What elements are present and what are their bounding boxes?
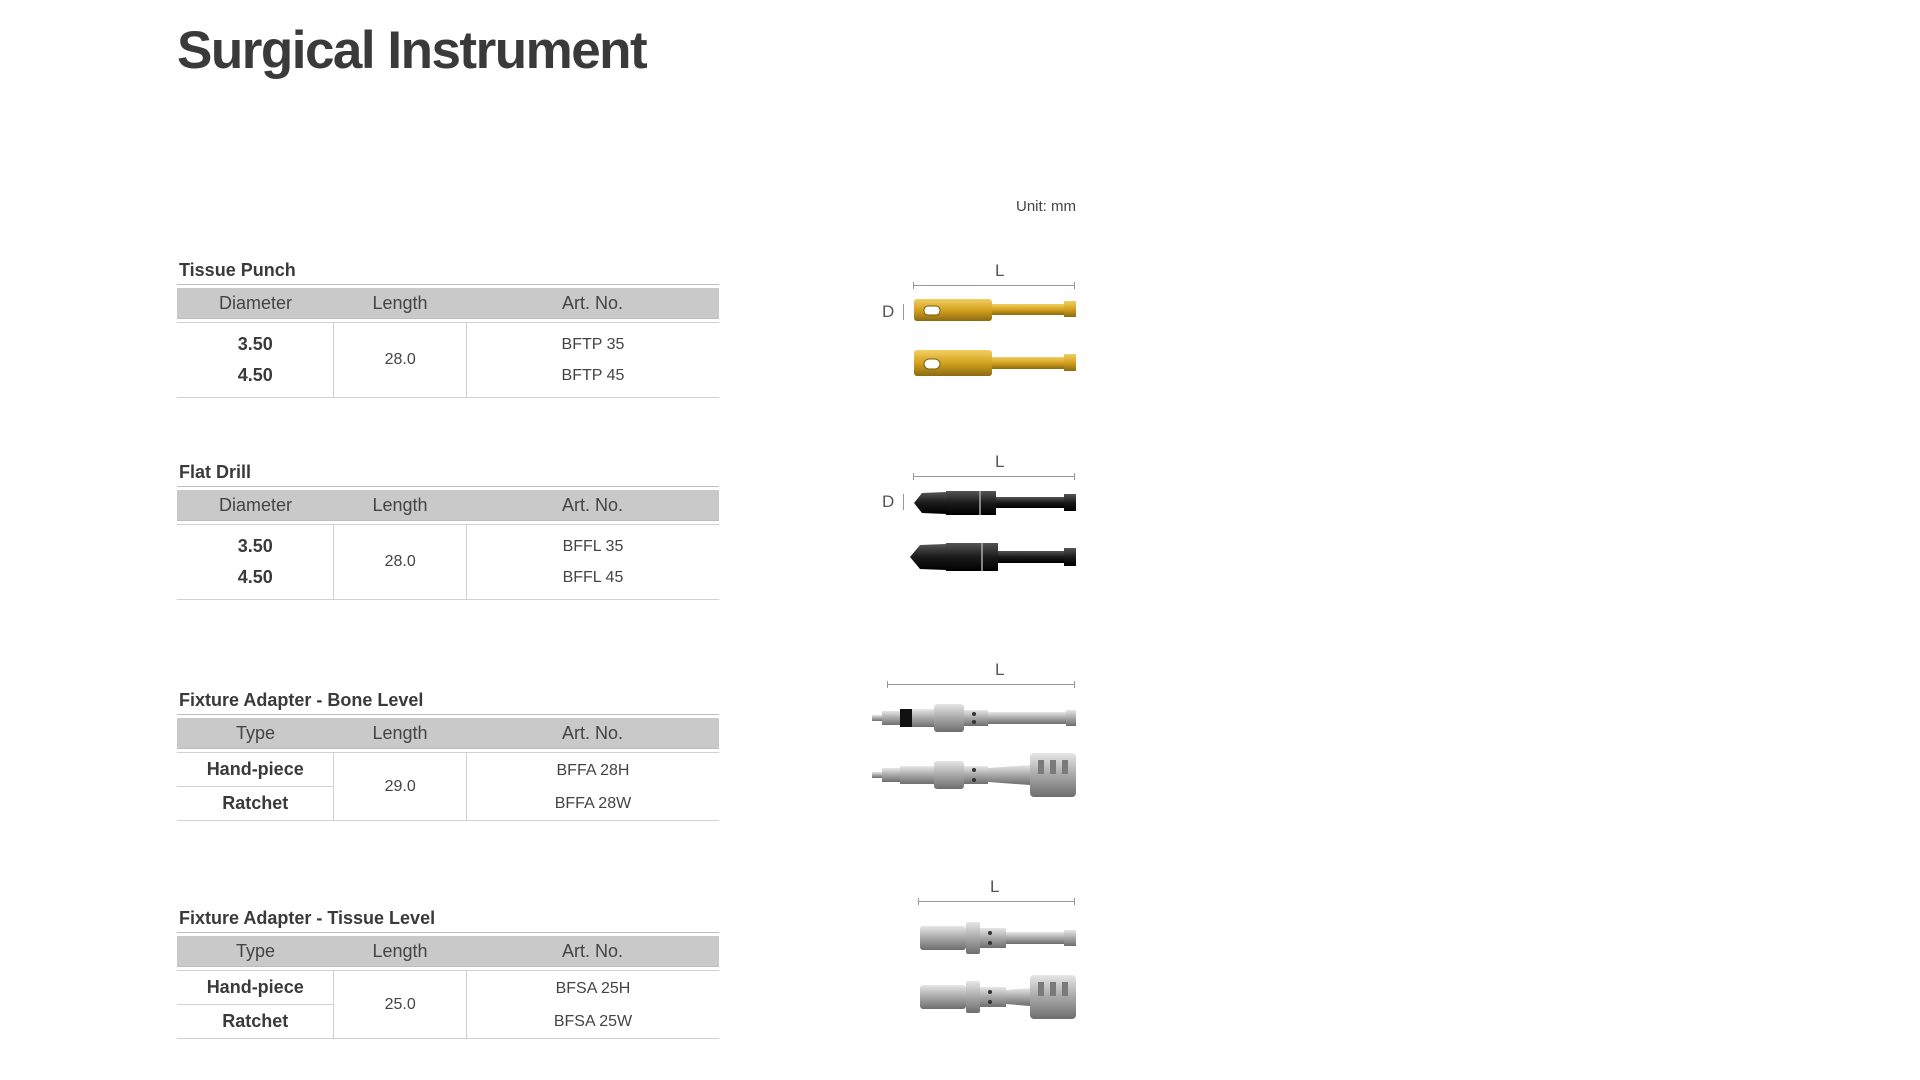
length-dimension-line xyxy=(887,684,1075,685)
section-fixture-adapter-tissue-level xyxy=(177,906,719,1039)
header-length: Length xyxy=(372,722,428,743)
art-number: BFFL 35 xyxy=(562,538,624,555)
flat-drill-image xyxy=(906,540,1078,574)
table-body xyxy=(177,970,719,1039)
table-body xyxy=(177,322,719,398)
type-value: Ratchet xyxy=(177,786,333,820)
section-title: Flat Drill xyxy=(179,462,252,482)
diameter-value: 3.50 xyxy=(237,536,273,556)
length-value: 28.0 xyxy=(384,351,416,368)
fixture-adapter-bone-handpiece-image xyxy=(870,700,1078,736)
section-title: Tissue Punch xyxy=(179,260,296,280)
type-value: Hand-piece xyxy=(206,977,304,997)
length-value: 29.0 xyxy=(384,777,416,795)
length-dimension-label: L xyxy=(995,261,1005,280)
table-body xyxy=(177,524,719,600)
fixture-adapter-tissue-handpiece-image xyxy=(918,918,1078,958)
flat-drill-image xyxy=(908,488,1078,518)
divider xyxy=(177,932,719,933)
header-art-no: Art. No. xyxy=(561,940,623,961)
divider xyxy=(177,284,719,285)
section-title: Fixture Adapter - Bone Level xyxy=(179,690,424,710)
header-type: Type xyxy=(235,940,276,961)
divider xyxy=(177,714,719,715)
table-header xyxy=(177,936,719,967)
unit-label: Unit: mm xyxy=(1016,198,1076,215)
tissue-punch-image xyxy=(912,347,1078,379)
header-length: Length xyxy=(372,292,428,313)
type-value: Hand-piece xyxy=(206,759,304,779)
length-dimension-label: L xyxy=(995,452,1005,471)
length-value: 28.0 xyxy=(384,553,416,570)
length-dimension-line xyxy=(918,901,1075,902)
length-value: 25.0 xyxy=(384,995,416,1013)
table-header xyxy=(177,718,719,749)
type-value: Ratchet xyxy=(177,1004,333,1038)
section-tissue-punch xyxy=(177,258,719,398)
diameter-dimension-label: D xyxy=(882,302,895,321)
header-art-no: Art. No. xyxy=(561,292,623,313)
diameter-dimension-mark xyxy=(903,494,904,510)
table-header xyxy=(177,490,719,521)
fixture-adapter-bone-ratchet-image xyxy=(870,750,1078,800)
section-flat-drill xyxy=(177,460,719,600)
diameter-value: 3.50 xyxy=(237,334,273,354)
divider xyxy=(177,486,719,487)
art-number: BFTP 35 xyxy=(561,336,625,353)
tissue-punch-image xyxy=(912,296,1078,324)
length-dimension-line xyxy=(913,476,1075,477)
diameter-dimension-label: D xyxy=(882,492,895,511)
section-title: Fixture Adapter - Tissue Level xyxy=(179,908,436,928)
header-diameter: Diameter xyxy=(218,494,293,515)
page-title: Surgical Instrument xyxy=(177,21,647,80)
table-body xyxy=(177,752,719,821)
length-dimension-label: L xyxy=(990,877,1000,896)
fixture-adapter-tissue-ratchet-image xyxy=(918,972,1078,1022)
section-fixture-adapter-bone-level xyxy=(177,688,719,821)
art-number: BFTP 45 xyxy=(561,367,625,384)
length-dimension-line xyxy=(913,285,1075,286)
header-length: Length xyxy=(372,494,428,515)
art-number: BFFA 28H xyxy=(556,761,630,779)
art-number: BFSA 25H xyxy=(555,979,631,997)
header-art-no: Art. No. xyxy=(561,722,623,743)
header-type: Type xyxy=(235,722,276,743)
diameter-value: 4.50 xyxy=(237,365,273,385)
art-number: BFFL 45 xyxy=(562,569,624,586)
table-header xyxy=(177,288,719,319)
diameter-dimension-mark xyxy=(903,304,904,320)
art-number: BFFA 28W xyxy=(554,794,632,812)
length-dimension-label: L xyxy=(995,660,1005,679)
diameter-value: 4.50 xyxy=(237,567,273,587)
art-number: BFSA 25W xyxy=(553,1012,633,1030)
header-art-no: Art. No. xyxy=(561,494,623,515)
header-diameter: Diameter xyxy=(218,292,293,313)
header-length: Length xyxy=(372,940,428,961)
